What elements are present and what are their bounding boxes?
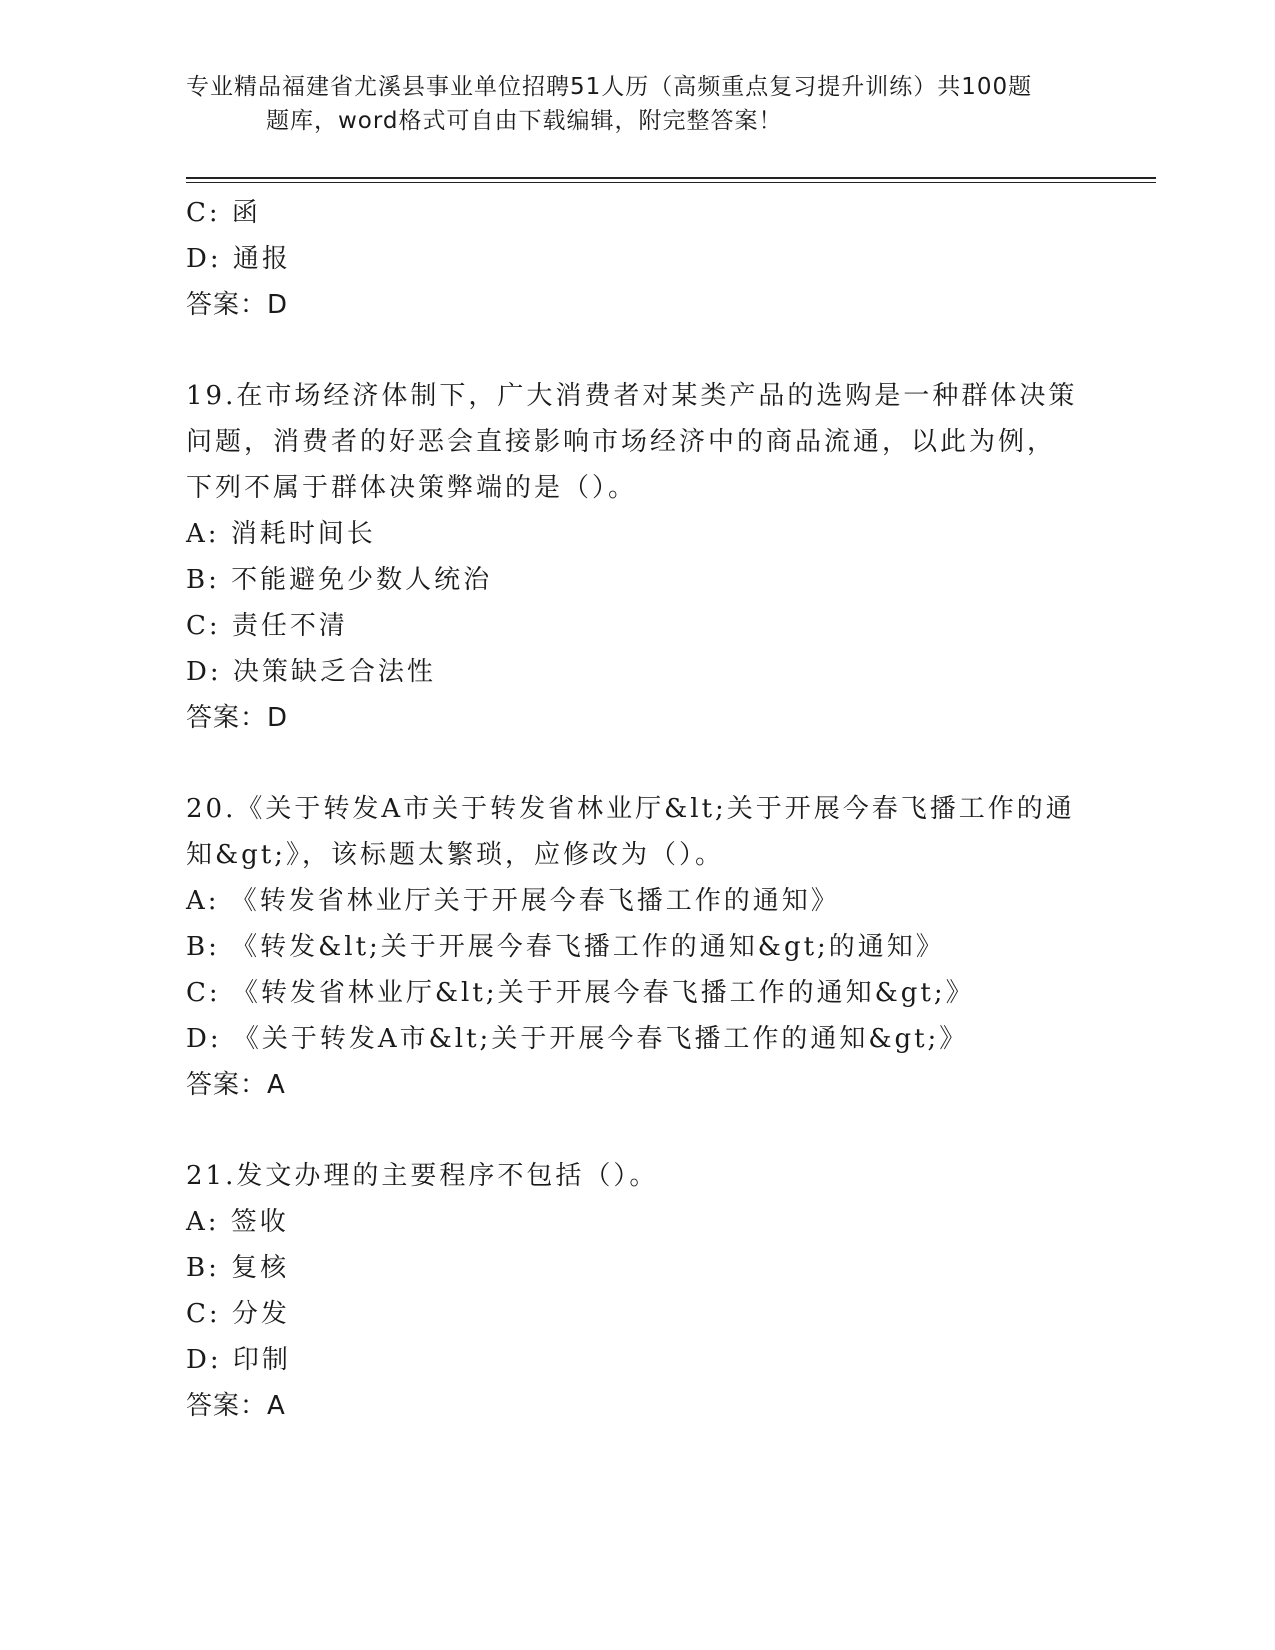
answer: 答案：D: [186, 703, 289, 733]
option-a: A: 签收: [186, 1207, 289, 1237]
document-body: [186, 190, 1106, 1429]
question-fragment: [186, 190, 1106, 328]
option-c: C: 分发: [186, 1299, 290, 1329]
question-text-line: 知&gt;》，该标题太繁琐，应修改为（）。: [186, 840, 724, 870]
option-a: A: 《转发省林业厅关于开展今春飞播工作的通知》: [186, 886, 840, 916]
question-text-line: 19.在市场经济体制下，广大消费者对某类产品的选购是一种群体决策: [186, 381, 1078, 411]
option-d: D: 通报: [186, 244, 291, 274]
header-line-1: 专业精品福建省尤溪县事业单位招聘51人历（高频重点复习提升训练）共100题: [186, 74, 1033, 100]
header-line-2: 题库，word格式可自由下载编辑，附完整答案！: [266, 108, 783, 134]
option-d: D: 决策缺乏合法性: [186, 657, 436, 687]
header-rule-thin: [186, 182, 1156, 183]
header-rule-thick: [186, 177, 1156, 179]
question-19: [186, 373, 1106, 741]
document-header: [186, 70, 1086, 138]
answer: 答案：D: [186, 290, 289, 320]
question-text-line: 问题，消费者的好恶会直接影响市场经济中的商品流通，以此为例，: [186, 427, 1057, 457]
option-b: B: 不能避免少数人统治: [186, 565, 493, 595]
option-a: A: 消耗时间长: [186, 519, 376, 549]
answer: 答案：A: [186, 1070, 286, 1100]
option-b: B: 《转发&lt;关于开展今春飞播工作的通知&gt;的通知》: [186, 932, 945, 962]
option-c: C: 《转发省林业厅&lt;关于开展今春飞播工作的通知&gt;》: [186, 978, 975, 1008]
option-d: D: 《关于转发A市&lt;关于开展今春飞播工作的通知&gt;》: [186, 1024, 969, 1054]
option-c: C: 函: [186, 198, 261, 228]
question-text-line: 下列不属于群体决策弊端的是（）。: [186, 473, 638, 503]
question-text-line: 20.《关于转发A市关于转发省林业厅&lt;关于开展今春飞播工作的通: [186, 794, 1075, 824]
question-21: [186, 1153, 1106, 1429]
option-c: C: 责任不清: [186, 611, 348, 641]
option-d: D: 印制: [186, 1345, 291, 1375]
question-20: [186, 786, 1106, 1108]
answer: 答案：A: [186, 1391, 286, 1421]
option-b: B: 复核: [186, 1253, 290, 1283]
question-text-line: 21.发文办理的主要程序不包括（）。: [186, 1161, 659, 1191]
